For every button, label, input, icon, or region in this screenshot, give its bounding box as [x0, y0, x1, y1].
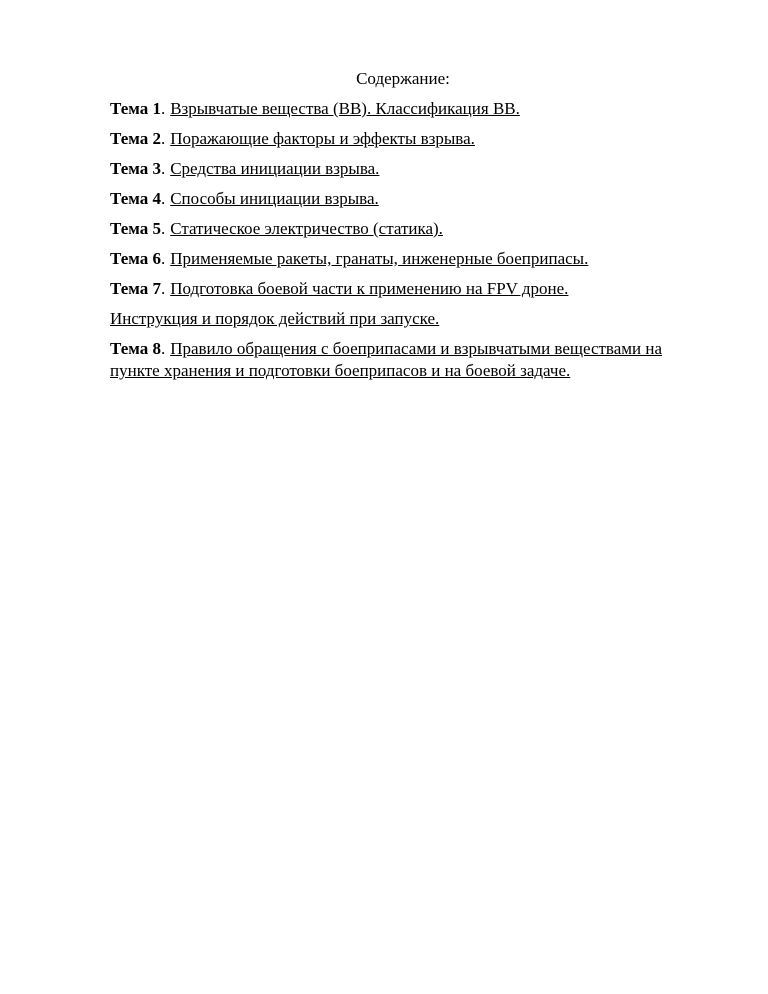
toc-item-link[interactable]: Поражающие факторы и эффекты взрыва. — [170, 129, 475, 148]
toc-item-separator: . — [160, 249, 166, 268]
toc-item-separator: . — [160, 219, 166, 238]
page-title: Содержание: — [356, 69, 450, 88]
toc-item — [110, 278, 696, 300]
toc-item-label: Тема 5 — [110, 219, 161, 238]
toc-item — [110, 158, 696, 180]
toc-item-link[interactable]: Средства инициации взрыва. — [170, 159, 380, 178]
toc-item-label: Тема 4 — [110, 189, 161, 208]
toc-item-link[interactable]: Правило обращения с боеприпасами и взрывчатыми веществами на пункте хранения и подготовки боеприпасов и на боевой задаче. — [110, 339, 663, 380]
toc-item-separator: . — [160, 279, 166, 298]
toc-item-label: Тема 6 — [110, 249, 161, 268]
toc-item — [110, 128, 696, 150]
toc-item-label: Тема 7 — [110, 279, 161, 298]
toc-item — [110, 98, 696, 120]
toc-item-separator: . — [160, 339, 166, 358]
toc-item-label: Тема 8 — [110, 339, 161, 358]
toc-item-label: Тема 3 — [110, 159, 161, 178]
toc-item-label: Тема 1 — [110, 99, 161, 118]
toc-item-separator: . — [160, 189, 166, 208]
toc-item-separator: . — [160, 159, 166, 178]
toc-item-link[interactable]: Применяемые ракеты, гранаты, инженерные боеприпасы. — [170, 249, 589, 268]
toc-item — [110, 218, 696, 240]
toc-item — [110, 338, 696, 382]
toc-item-separator: . — [160, 129, 166, 148]
toc-item-separator: . — [160, 99, 166, 118]
toc-item-link[interactable]: Подготовка боевой части к применению на FPV дроне. — [170, 279, 569, 298]
toc-item-link[interactable]: Способы инициации взрыва. — [170, 189, 379, 208]
toc-item — [110, 308, 696, 330]
toc-item — [110, 248, 696, 270]
toc-item-label: Тема 2 — [110, 129, 161, 148]
toc-item-link[interactable]: Статическое электричество (статика). — [170, 219, 443, 238]
toc-item-link[interactable]: Инструкция и порядок действий при запуске. — [110, 309, 440, 328]
toc-item-link[interactable]: Взрывчатые вещества (ВВ). Классификация ВВ. — [170, 99, 520, 118]
toc-item — [110, 188, 696, 210]
